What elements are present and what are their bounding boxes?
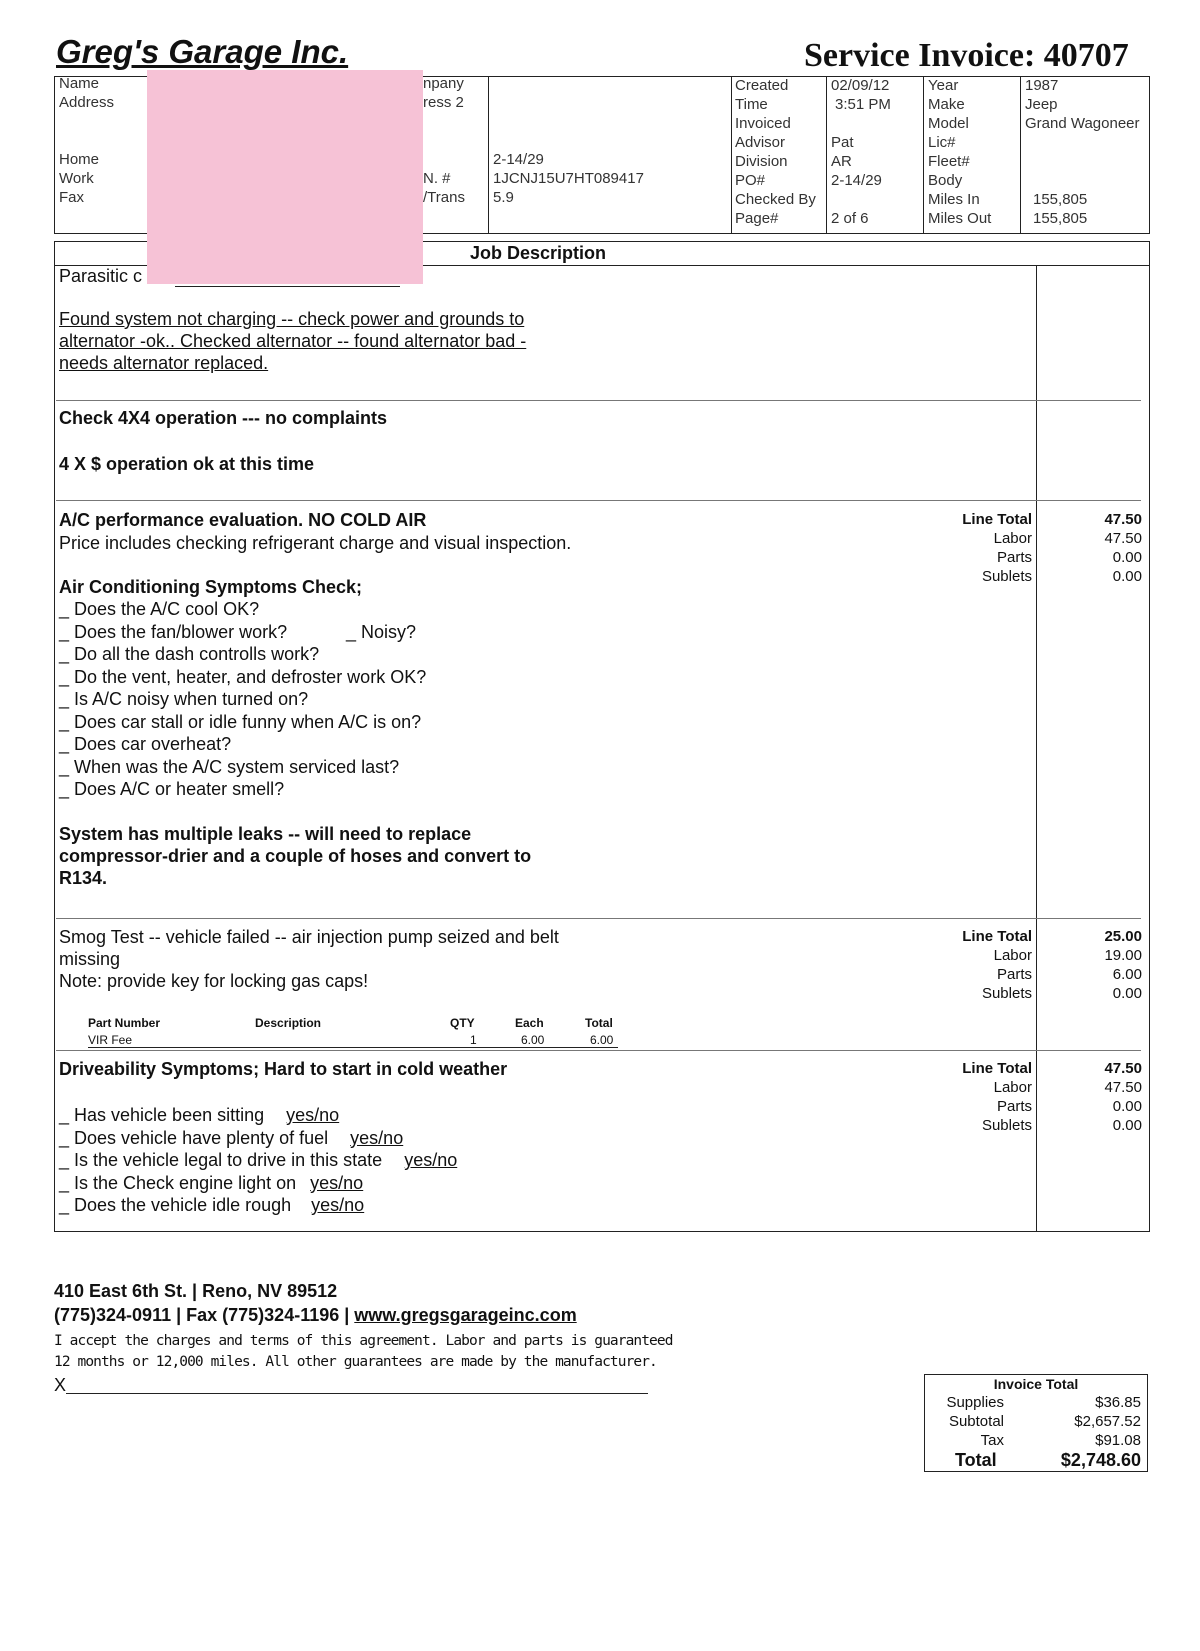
ac-line-total: 47.50 [1104, 511, 1142, 528]
checklist-item: _ Do the vent, heater, and defroster work OK? [59, 666, 427, 687]
company-name: Greg's Garage Inc. [56, 33, 349, 70]
tax-value: $91.08 [1095, 1432, 1141, 1449]
invoice-title: Service Invoice: 40707 [804, 37, 1129, 74]
checklist-item: _ When was the A/C system serviced last? [59, 756, 400, 777]
ac-noisy: _ Noisy? [346, 622, 417, 642]
value-engine: 5.9 [493, 189, 514, 206]
four-by-four-result: 4 X $ operation ok at this time [59, 454, 315, 474]
invoice-info-labels: Created Time Invoiced Advisor Division PO# Checked By Page# [735, 77, 816, 227]
four-by-four-title: Check 4X4 operation --- no complaints [59, 408, 388, 428]
smog-total-labels: Line Total Labor Parts Sublets [962, 928, 1032, 1002]
division: AR [831, 153, 852, 170]
smog-total-values: 25.00 19.00 6.00 0.00 [1040, 927, 1142, 1003]
miles-in: 155,805 [1033, 191, 1088, 208]
vehicle-year: 1987 [1025, 77, 1059, 94]
smog-parts-header: Part Number Description QTY Each Total [88, 1016, 613, 1030]
ac-subtitle: Price includes checking refrigerant charge and visual inspection. [59, 533, 572, 553]
drive-checklist [59, 1104, 659, 1217]
miles-out: 155,805 [1033, 210, 1088, 227]
checklist-item: _ Does car overheat? [59, 734, 232, 754]
invoice-info-values [831, 76, 891, 228]
ac-total-values: 47.50 47.50 0.00 0.00 [1040, 510, 1142, 586]
invoice-total-labels: Supplies Subtotal Tax [946, 1394, 1004, 1449]
vehicle-labels: Year Make Model Lic# Fleet# Body Miles In Miles Out [928, 77, 992, 227]
vehicle-model: Grand Wagoneer [1025, 115, 1140, 132]
created-date: 02/09/12 [831, 77, 890, 94]
checklist-item: _ Is the Check engine light on yes/no [59, 1172, 364, 1193]
drive-line-total: 47.50 [1104, 1060, 1142, 1077]
created-time: 3:51 PM [835, 96, 891, 113]
footer-terms-1: I accept the charges and terms of this agreement. Labor and parts is guaranteed [54, 1333, 673, 1349]
checklist-item: _ Is the vehicle legal to drive in this state yes/no [59, 1150, 458, 1170]
grand-total-value: $2,748.60 [1060, 1450, 1141, 1470]
drive-total-labels: Line Total Labor Parts Sublets [962, 1060, 1032, 1134]
footer-phone: (775)324-0911 | Fax (775)324-1196 | www.gregsgarageinc.com [54, 1305, 577, 1325]
invoice-total-title: Invoice Total [993, 1376, 1079, 1392]
footer-address: 410 East 6th St. | Reno, NV 89512 [54, 1281, 338, 1301]
subtotal-value: $2,657.52 [1074, 1413, 1141, 1430]
signature-line[interactable] [66, 1393, 648, 1394]
redaction-block [147, 70, 423, 284]
smog-parts-row: VIR Fee 1 6.00 6.00 [88, 1033, 614, 1047]
label-name: Name [59, 75, 100, 92]
checklist-item: _ Does the fan/blower work? [59, 621, 288, 642]
po-number: 2-14/29 [831, 172, 882, 189]
ac-title: A/C performance evaluation. NO COLD AIR [59, 510, 427, 530]
signature-mark: X [54, 1375, 67, 1395]
checklist-item: _ Is A/C noisy when turned on? [59, 689, 309, 709]
smog-line-total: 25.00 [1104, 928, 1142, 945]
label-home: Home [59, 151, 100, 168]
page-number: 2 of 6 [831, 210, 869, 227]
checklist-item: _ Does the A/C cool OK? [59, 599, 260, 619]
job-description-header: Job Description [470, 243, 607, 263]
customer-partial-labels: npany ress 2 N. # /Trans [423, 75, 465, 206]
customer-labels [59, 74, 114, 207]
customer-values [493, 74, 644, 207]
invoice-total-values [1030, 1393, 1141, 1450]
website-link[interactable]: www.gregsgarageinc.com [354, 1305, 577, 1325]
advisor: Pat [831, 134, 854, 151]
checklist-item: _ Do all the dash controlls work? [59, 644, 320, 664]
parasitic-notes: Found system not charging -- check power and grounds to alternator -ok.. Checked alternator -- found alternator bad - needs alternator replaced. [59, 309, 527, 373]
ac-finding: System has multiple leaks -- will need to replace compressor-drier and a couple of hoses and convert to R134. [59, 824, 532, 888]
ac-total-labels: Line Total Labor Parts Sublets [962, 511, 1032, 585]
grand-total-label: Total [955, 1450, 997, 1470]
vehicle-values [1025, 76, 1140, 228]
smog-notes: Smog Test -- vehicle failed -- air injection pump seized and belt missing Note: provide key for locking gas caps! [59, 927, 559, 991]
label-fax: Fax [59, 189, 85, 206]
value-vin: 1JCNJ15U7HT089417 [493, 170, 644, 187]
ac-symptoms-title: Air Conditioning Symptoms Check; [59, 577, 363, 597]
checklist-item: _ Does car stall or idle funny when A/C is on? [59, 711, 422, 732]
checklist-item: _ Has vehicle been sitting yes/no [59, 1105, 340, 1125]
supplies-value: $36.85 [1095, 1394, 1141, 1411]
drive-title: Driveability Symptoms; Hard to start in cold weather [59, 1059, 508, 1079]
vehicle-make: Jeep [1025, 96, 1058, 113]
checklist-item: _ Does A/C or heater smell? [59, 779, 285, 799]
label-address: Address [59, 94, 115, 111]
footer-terms-2: 12 months or 12,000 miles. All other guarantees are made by the manufacturer. [54, 1354, 657, 1370]
checklist-item: _ Does vehicle have plenty of fuel yes/no [59, 1127, 404, 1148]
parasitic-title: Parasitic c [59, 266, 143, 286]
value-lic: 2-14/29 [493, 151, 544, 168]
checklist-item: _ Does the vehicle idle rough yes/no [59, 1195, 365, 1215]
drive-total-values: 47.50 47.50 0.00 0.00 [1040, 1059, 1142, 1135]
label-work: Work [59, 170, 94, 187]
